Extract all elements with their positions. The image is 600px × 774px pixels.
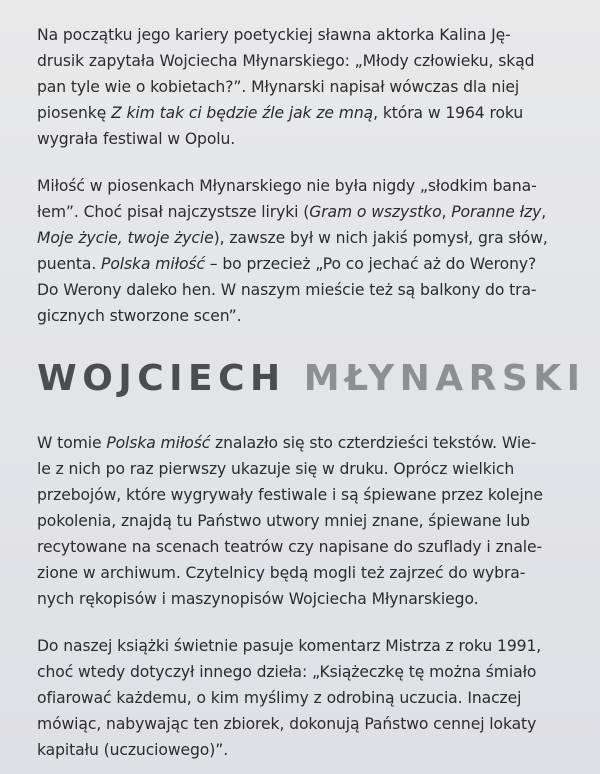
text-run: Na początku jego kariery poetyckiej sławna aktorka Kalina Ję-	[37, 26, 511, 44]
text-line	[37, 534, 560, 560]
text-run: kapitału (uczuciowego)”.	[37, 741, 229, 759]
text-line	[37, 48, 560, 74]
italic-title: Z kim tak ci będzie źle jak ze mną	[111, 104, 374, 122]
text-line	[37, 173, 560, 199]
text-line	[37, 74, 560, 100]
text-run: le z nich po raz pierwszy ukazuje się w druku. Oprócz wielkich	[37, 460, 515, 478]
text-run: ,	[441, 203, 452, 221]
text-run: ofiarować każdemu, o kim myślimy z odrobiną uczucia. Inaczej	[37, 689, 522, 707]
italic-title: Poranne łzy	[451, 203, 542, 221]
text-run: drusik zapytała Wojciecha Młynarskiego: „Młody człowieku, skąd	[37, 52, 535, 70]
text-line	[37, 277, 560, 303]
paragraph	[37, 173, 560, 329]
text-run: pokolenia, znajdą tu Państwo utwory mniej znane, śpiewane lub	[37, 512, 530, 530]
text-run: wygrała festiwal w Opolu.	[37, 130, 236, 148]
italic-title: Moje życie, twoje życie	[37, 229, 214, 247]
text-run: Do Werony daleko hen. W naszym mieście też są balkony do tra-	[37, 281, 537, 299]
text-run: nych rękopisów i maszynopisów Wojciecha Młynarskiego.	[37, 590, 479, 608]
text-line	[37, 22, 560, 48]
text-run: W tomie	[37, 434, 107, 452]
text-line	[37, 482, 560, 508]
text-run: recytowane na scenach teatrów czy napisane do szuflady i znale-	[37, 538, 543, 556]
intro-text	[37, 22, 560, 329]
italic-title: Polska miłość	[101, 255, 205, 273]
text-line	[37, 711, 560, 737]
text-line	[37, 126, 560, 152]
italic-title: Polska miłość	[106, 434, 211, 452]
text-run: przebojów, które wygrywały festiwale i są śpiewane przez kolejne	[37, 486, 543, 504]
paragraph	[37, 430, 560, 612]
description-text	[37, 430, 560, 763]
text-run: Do naszej książki świetnie pasuje komentarz Mistrza z roku 1991,	[37, 637, 542, 655]
text-run: znalazło się sto czterdzieści tekstów. Wie-	[210, 434, 537, 452]
author-heading	[37, 357, 586, 401]
text-run: – bo przecież „Po co jechać aż do Werony?	[204, 255, 537, 273]
text-line	[37, 586, 560, 612]
text-line	[37, 659, 560, 685]
text-run: gicznych stworzone scen”.	[37, 307, 242, 325]
author-last-name: MŁYNARSKI	[303, 358, 586, 399]
text-run: mówiąc, nabywając ten zbiorek, dokonują Państwo cennej lokaty	[37, 715, 537, 733]
text-run: , która w 1964 roku	[373, 104, 524, 122]
text-run: ,	[541, 203, 547, 221]
text-run: zione w archiwum. Czytelnicy będą mogli też zajrzeć do wybra-	[37, 564, 526, 582]
text-run: Miłość w piosenkach Młynarskiego nie była nigdy „słodkim bana-	[37, 177, 537, 195]
text-line	[37, 737, 560, 763]
text-run: piosenkę	[37, 104, 112, 122]
text-line	[37, 430, 560, 456]
text-run: choć wtedy dotyczył innego dzieła: „Książeczkę tę można śmiało	[37, 663, 537, 681]
paragraph	[37, 633, 560, 763]
author-first-name: WOJCIECH	[37, 358, 286, 399]
text-line	[37, 225, 560, 251]
text-line	[37, 685, 560, 711]
text-line	[37, 633, 560, 659]
text-line	[37, 251, 560, 277]
italic-title: Gram o wszystko	[309, 203, 442, 221]
text-run: łem”. Choć pisał najczystsze liryki (	[37, 203, 310, 221]
text-line	[37, 508, 560, 534]
paragraph	[37, 22, 560, 152]
text-run: ), zawsze był w nich jakiś pomysł, gra słów,	[213, 229, 548, 247]
text-line	[37, 199, 560, 225]
text-line	[37, 303, 560, 329]
text-run: puenta.	[37, 255, 102, 273]
text-line	[37, 560, 560, 586]
text-line	[37, 100, 560, 126]
text-line	[37, 456, 560, 482]
text-run: pan tyle wie o kobietach?”. Młynarski napisał wówczas dla niej	[37, 78, 520, 96]
